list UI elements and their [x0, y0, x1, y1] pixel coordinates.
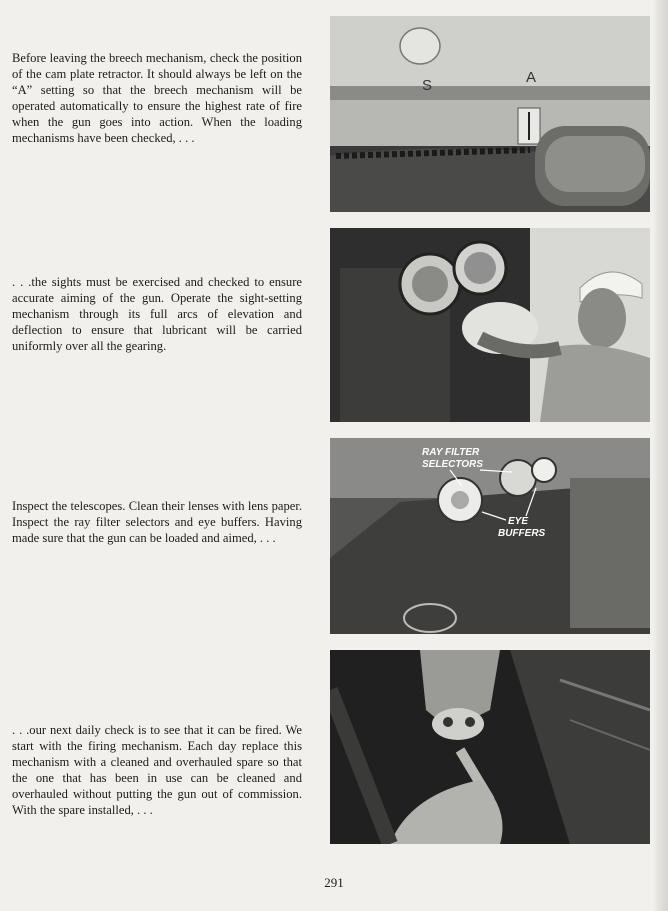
paragraph-firing-check: . . .our next daily check is to see that it can be fired. We start with the firing mechanism. Each day replace this mechanism with a cleaned and overhauled spare so that the one that has been in use can be cleaned and overhauled without putting the gun out of commission. With the spare installed, . . .	[12, 723, 302, 817]
callout-ray-filter-line1: RAY FILTER	[422, 447, 480, 458]
photo-telescopes	[330, 438, 650, 634]
paragraph-cam-plate: Before leaving the breech mechanism, check the position of the cam plate retractor. It should always be left on the “A” setting so that the breech mechanism will be operated automatically to ensure the highest rate of fire when the gun goes into action. When the loading mechanisms have been checked, . . .	[12, 51, 302, 145]
callout-eye-line1: EYE	[508, 516, 529, 527]
callout-eye-line2: BUFFERS	[498, 528, 546, 539]
dial-label-a: A	[526, 69, 537, 86]
paragraph-sights: . . .the sights must be exercised and checked to ensure accurate aiming of the gun. Operate the sight-setting mechanism through its full arcs of elevation and deflection to ensure that lubricant will be carried uniformly over all the gearing.	[12, 275, 302, 353]
photo-firing-mechanism	[330, 650, 650, 844]
page-number: 291	[324, 875, 344, 890]
dial-label-s: S	[422, 77, 433, 94]
photo-cam-plate-retractor	[330, 16, 650, 212]
photo-sights	[330, 228, 650, 422]
callout-ray-filter-line2: SELECTORS	[422, 459, 483, 470]
binding-shadow	[652, 0, 668, 911]
paragraph-telescopes: Inspect the telescopes. Clean their lenses with lens paper. Inspect the ray filter selectors and eye buffers. Having made sure that the gun can be loaded and aimed, . . .	[12, 499, 302, 545]
